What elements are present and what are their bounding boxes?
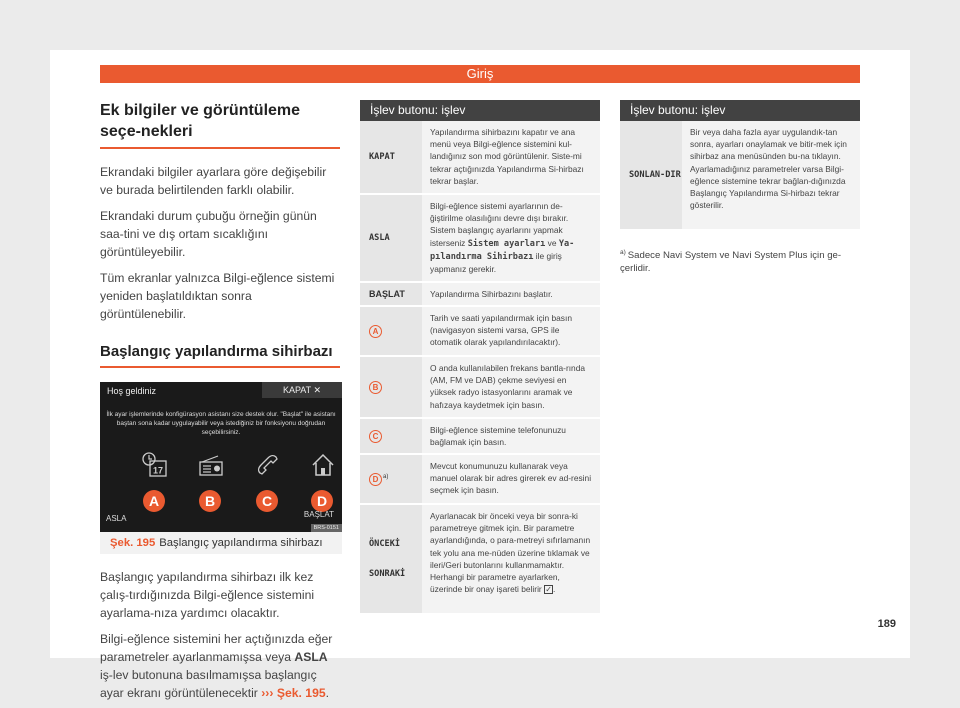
figure-link[interactable]: Şek. 195 (276, 686, 326, 700)
table-row: A Tarih ve saati yapılandırmak için basın (navigasyon sistemi varsa, GPS ile otomatik olarak yapılandırılacaktır). (360, 307, 600, 357)
paragraph: Ekrandaki bilgiler ayarlara göre değişebilir ve burada belirtilenden farklı olabilir. (100, 165, 327, 197)
checkmark-icon: ✓ (545, 585, 552, 595)
page (50, 50, 910, 700)
close-icon: ✕ (313, 385, 322, 395)
table-row: ASLA Bilgi-eğlence sistemi ayarlarının de-ğiştirilme olasılığını devre dışı bırakır. Sistem başlangıç ayarlarını yapmak isterseniz Sistem ayarları ve Ya-pılandırma Sihirbazı ile giriş yapmanız gerekir. (360, 195, 600, 283)
screen-text: İlk ayar işlemlerinde konfigürasyon asistanı size destek olur. "Başlat" ile asistanı baştan sona kadar uygulayabilir veya istediğiniz bir fonksiyonu doğrudan seçebilirsiniz. (106, 411, 336, 436)
table-row: BAŞLAT Yapılandırma Sihirbazını başlatır. (360, 283, 600, 307)
footnote: $^{a)}$ Sadece Navi System ve Navi System Plus için ge-çerlidir. (620, 249, 842, 275)
screen-close-button: KAPAT ✕ (262, 382, 342, 398)
figure-code: BRS-0151 (311, 524, 342, 532)
figure-caption (100, 532, 342, 554)
radio-icon (198, 452, 224, 478)
screen-baslat-button: BAŞLAT (303, 510, 334, 519)
infotainment-screen (100, 382, 342, 532)
subsection-title: Başlangıç yapılandırma sihirbazı (100, 343, 340, 368)
table-row: ÖNCEKİ SONRAKİ Ayarlanacak bir önceki veya bir sonra-ki parametreye gitmek için. Bir parametre ayarlandığında, o para-metreyi sıfırlamanın tek yolu ana me-nüden üzerine tıklamak ve ileri/Geri butonlarını kullanmamaktır. Herhangi bir parametre ayarlarken, üzerinde bir onay işareti belirir ✓. (360, 505, 600, 615)
table-header: İşlev butonu: işlev (620, 100, 860, 121)
function-table-2 (620, 100, 860, 231)
callout-a: A (143, 490, 165, 512)
page-number: 189 (877, 618, 896, 630)
table-header: İşlev butonu: işlev (360, 100, 600, 121)
label-d-icon: D (369, 473, 382, 486)
label-a-icon: A (369, 325, 382, 338)
phone-icon (255, 452, 281, 478)
svg-text:17: 17 (152, 465, 164, 476)
callout-c: C (256, 490, 278, 512)
screen-title: Hoş geldiniz (107, 386, 157, 396)
callout-d: D (311, 490, 333, 512)
paragraph: Bilgi-eğlence sistemini her açtığınızda eğer parametreler ayarlanmamışsa veya ASLA iş-lev butonuna basılmamışsa başlangıç ayar ekranı görüntülenecektir ››› Şek. 195. (100, 632, 333, 700)
table-row: D $^{a)}$ Mevcut konumunuzu kullanarak veya manuel olarak bir adres girerek ev ad-resini seçmek için basın. (360, 455, 600, 505)
paragraph: Başlangıç yapılandırma sihirbazı ilk kez çalış-tırdığınızda Bilgi-eğlence sistemini ayarlama-nıza yardımcı olacaktır. (100, 570, 315, 620)
callout-b: B (199, 490, 221, 512)
function-table-1 (360, 100, 600, 615)
table-row: C Bilgi-eğlence sistemine telefonunuzu bağlamak için basın. (360, 419, 600, 455)
caption-text: Başlangıç yapılandırma sihirbazı (159, 537, 323, 549)
table-row: SONLAN-DIR Bir veya daha fazla ayar uygulandık-tan sonra, ayarları onaylamak ve bitir-mek için sihirbaz ana menüsünden bu-na tıklayın. Ayarlamadığınız parametreler varsa Bilgi-eğlence sistemine tekrar bağlan-dığınızda Başlangıç Yapılandırma Si-hirbazı tekrar gösterilir. (620, 121, 860, 231)
chapter-header: Giriş (100, 65, 860, 83)
screen-asla-button: ASLA (106, 514, 127, 523)
calendar-clock-icon (142, 452, 168, 478)
paragraph: Tüm ekranlar yalnızca Bilgi-eğlence sistemi yeniden başlatıldıktan sonra görüntülenebilir. (100, 271, 335, 321)
screen-icons (100, 452, 342, 482)
table-row: B O anda kullanılabilen frekans bantla-rında (AM, FM ve DAB) çekme seviyesi en yüksek radyo istasyonlarını aramak ve hafızaya kaydetmek için basın. (360, 357, 600, 419)
section-title: Ek bilgiler ve görüntüleme seçe-nekleri (100, 100, 340, 149)
cross-ref-arrow: ››› (261, 686, 274, 700)
figure-195 (100, 382, 342, 554)
paragraph: Ekrandaki durum çubuğu örneğin günün saa-tini ve dış ortam sıcaklığını görüntüleyebilir. (100, 209, 317, 259)
label-b-icon: B (369, 381, 382, 394)
caption-label: Şek. 195 (110, 537, 156, 549)
table-row: KAPAT Yapılandırma sihirbazını kapatır ve ana menü veya Bilgi-eğlence sistemini kul-landığınız son mod görüntülenir. Siste-mi tekrar açtığınızda Yapılandırma Si-hirbazı tekrar başlar. (360, 121, 600, 195)
label-c-icon: C (369, 430, 382, 443)
column-left (100, 100, 340, 702)
home-icon (310, 452, 336, 478)
